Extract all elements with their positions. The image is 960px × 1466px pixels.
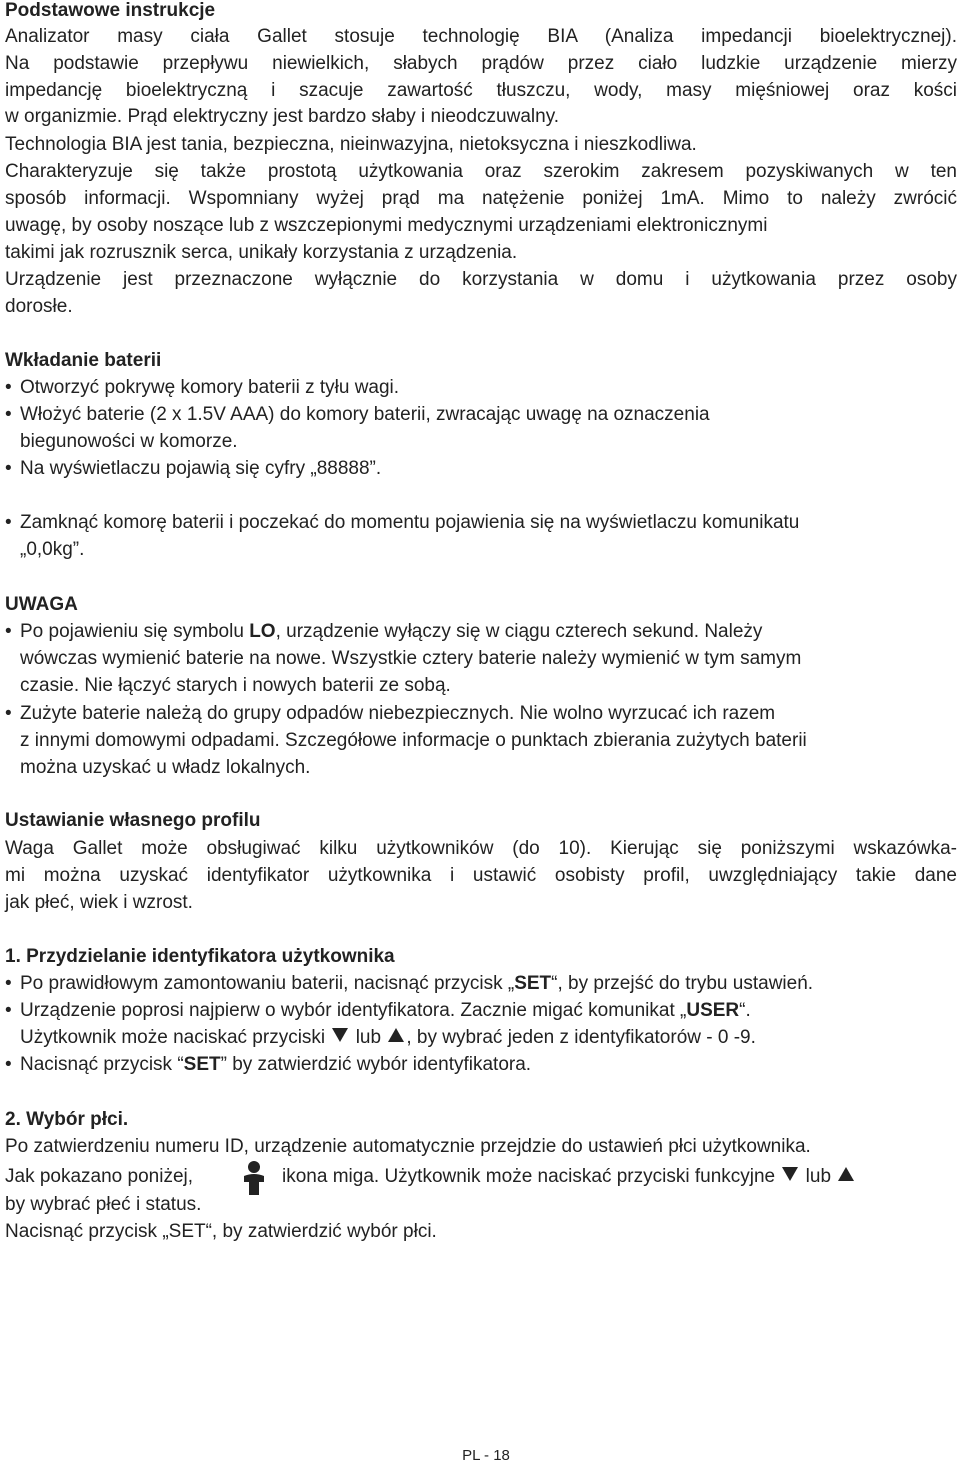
text-run: ” by zatwierdzić wybór identyfikatora. (220, 1054, 532, 1075)
paragraph-line: by wybrać płeć i status. (5, 1194, 202, 1215)
list-item-continuation (20, 1025, 756, 1051)
bullet-icon: • (5, 703, 12, 724)
section-title-battery-install: Wkładanie baterii (5, 350, 162, 371)
triangle-down-icon (782, 1167, 798, 1181)
paragraph-line: sposób informacji. Wspomniany wyżej prąd ma natężenie poniżej 1mA. Mimo to należy zwrócić (5, 188, 957, 209)
paragraph-line: Charakteryzuje się także prostotą użytkowania oraz szerokim zakresem pozyskiwanych w ten (5, 161, 957, 182)
paragraph-line: Po zatwierdzeniu numeru ID, urządzenie automatycznie przejdzie do ustawień płci użytkownika. (5, 1136, 811, 1157)
text-run: Użytkownik może naciskać przyciski (20, 1027, 331, 1048)
paragraph-line: Waga Gallet może obsługiwać kilku użytkowników (do 10). Kierując się poniższymi wskazówka- (5, 838, 957, 859)
page-number: PL - 18 (462, 1447, 510, 1464)
triangle-up-icon (838, 1167, 854, 1181)
set-label: SET (514, 973, 552, 994)
paragraph-line: Technologia BIA jest tania, bezpieczna, nieinwazyjna, nietoksyczna i nieszkodliwa. (5, 134, 697, 155)
list-item (20, 971, 813, 997)
paragraph-line: jak płeć, wiek i wzrost. (5, 892, 193, 913)
list-item (20, 998, 751, 1024)
text-run: lub (800, 1166, 837, 1187)
list-item-continuation: czasie. Nie łączyć starych i nowych baterii ze sobą. (20, 675, 451, 696)
person-icon (237, 1160, 271, 1196)
text-run: Nacisnąć przycisk “ (20, 1054, 184, 1075)
paragraph-line: takimi jak rozrusznik serca, unikały korzystania z urządzenia. (5, 242, 518, 263)
bullet-icon: • (5, 404, 12, 425)
bullet-icon: • (5, 458, 12, 479)
list-item: Na wyświetlaczu pojawią się cyfry „88888”. (20, 458, 382, 479)
text-run: , urządzenie wyłączy się w ciągu czterech sekund. Należy (275, 621, 763, 642)
list-item-continuation: biegunowości w komorze. (20, 431, 238, 452)
text-run: Po pojawieniu się symbolu (20, 621, 250, 642)
list-item-continuation: „0,0kg”. (20, 539, 85, 560)
set-label: SET (183, 1054, 221, 1075)
text-run: , by wybrać jeden z identyfikatorów - 0 -9. (406, 1027, 756, 1048)
section-title-basic-instructions: Podstawowe instrukcje (5, 0, 216, 21)
lo-symbol: LO (249, 621, 276, 642)
bullet-icon: • (5, 377, 12, 398)
list-item-continuation: można uzyskać u władz lokalnych. (20, 757, 311, 778)
list-item (20, 619, 762, 645)
text-run: Urządzenie poprosi najpierw o wybór identyfikatora. Zacznie migać komunikat „ (20, 1000, 687, 1021)
section-title-profile: Ustawianie własnego profilu (5, 810, 261, 831)
paragraph-line: Analizator masy ciała Gallet stosuje technologię BIA (Analiza impedancji bioelektrycznej). (5, 26, 957, 47)
bullet-icon: • (5, 1054, 12, 1075)
section-title-user-id: 1. Przydzielanie identyfikatora użytkownika (5, 946, 395, 967)
list-item: Zamknąć komorę baterii i poczekać do momentu pojawienia się na wyświetlaczu komunikatu (20, 512, 800, 533)
bullet-icon: • (5, 973, 12, 994)
paragraph-line: dorosłe. (5, 296, 73, 317)
paragraph-line: w organizmie. Prąd elektryczny jest bardzo słaby i nieodczuwalny. (5, 106, 560, 127)
list-item: Zużyte baterie należą do grupy odpadów niebezpiecznych. Nie wolno wyrzucać ich razem (20, 703, 776, 724)
paragraph-line: Nacisnąć przycisk „SET“, by zatwierdzić wybór płci. (5, 1221, 437, 1242)
bullet-icon: • (5, 1000, 12, 1021)
paragraph-line: impedancję bioelektryczną i szacuje zawartość tłuszczu, wody, masy mięśniowej oraz kości (5, 80, 957, 101)
triangle-up-icon (388, 1028, 404, 1042)
triangle-down-icon (332, 1028, 348, 1042)
paragraph-line: Urządzenie jest przeznaczone wyłącznie do korzystania w domu i użytkowania przez osoby (5, 269, 957, 290)
list-item (20, 1052, 531, 1078)
paragraph-line: uwagę, by osoby noszące lub z wszczepionymi medycznymi urządzeniami elektronicznymi (5, 215, 768, 236)
paragraph-line: mi można uzyskać identyfikator użytkownika i ustawić osobisty profil, uwzględniający takie dane (5, 865, 957, 886)
paragraph-line: Na podstawie przepływu niewielkich, słabych prądów przez ciało ludzkie urządzenie mierzy (5, 53, 957, 74)
bullet-icon: • (5, 621, 12, 642)
section-title-gender: 2. Wybór płci. (5, 1109, 129, 1130)
list-item: Włożyć baterie (2 x 1.5V AAA) do komory baterii, zwracając uwagę na oznaczenia (20, 404, 710, 425)
user-label: USER (686, 1000, 740, 1021)
list-item-continuation: wówczas wymienić baterie na nowe. Wszystkie cztery baterie należy wymienić w tym samym (20, 648, 802, 669)
text-run: lub (350, 1027, 387, 1048)
text-run: “, by przejść do trybu ustawień. (551, 973, 814, 994)
bullet-icon: • (5, 512, 12, 533)
text-run: Po prawidłowym zamontowaniu baterii, nacisnąć przycisk „ (20, 973, 515, 994)
list-item-continuation: z innymi domowymi odpadami. Szczegółowe informacje o punktach zbierania zużytych baterii (20, 730, 807, 751)
list-item: Otworzyć pokrywę komory baterii z tyłu wagi. (20, 377, 400, 398)
text-run: “. (739, 1000, 751, 1021)
paragraph-line (282, 1164, 856, 1190)
section-title-warning: UWAGA (5, 594, 78, 615)
paragraph-line: Jak pokazano poniżej, (5, 1166, 194, 1187)
text-run: ikona miga. Użytkownik może naciskać przyciski funkcyjne (282, 1166, 781, 1187)
